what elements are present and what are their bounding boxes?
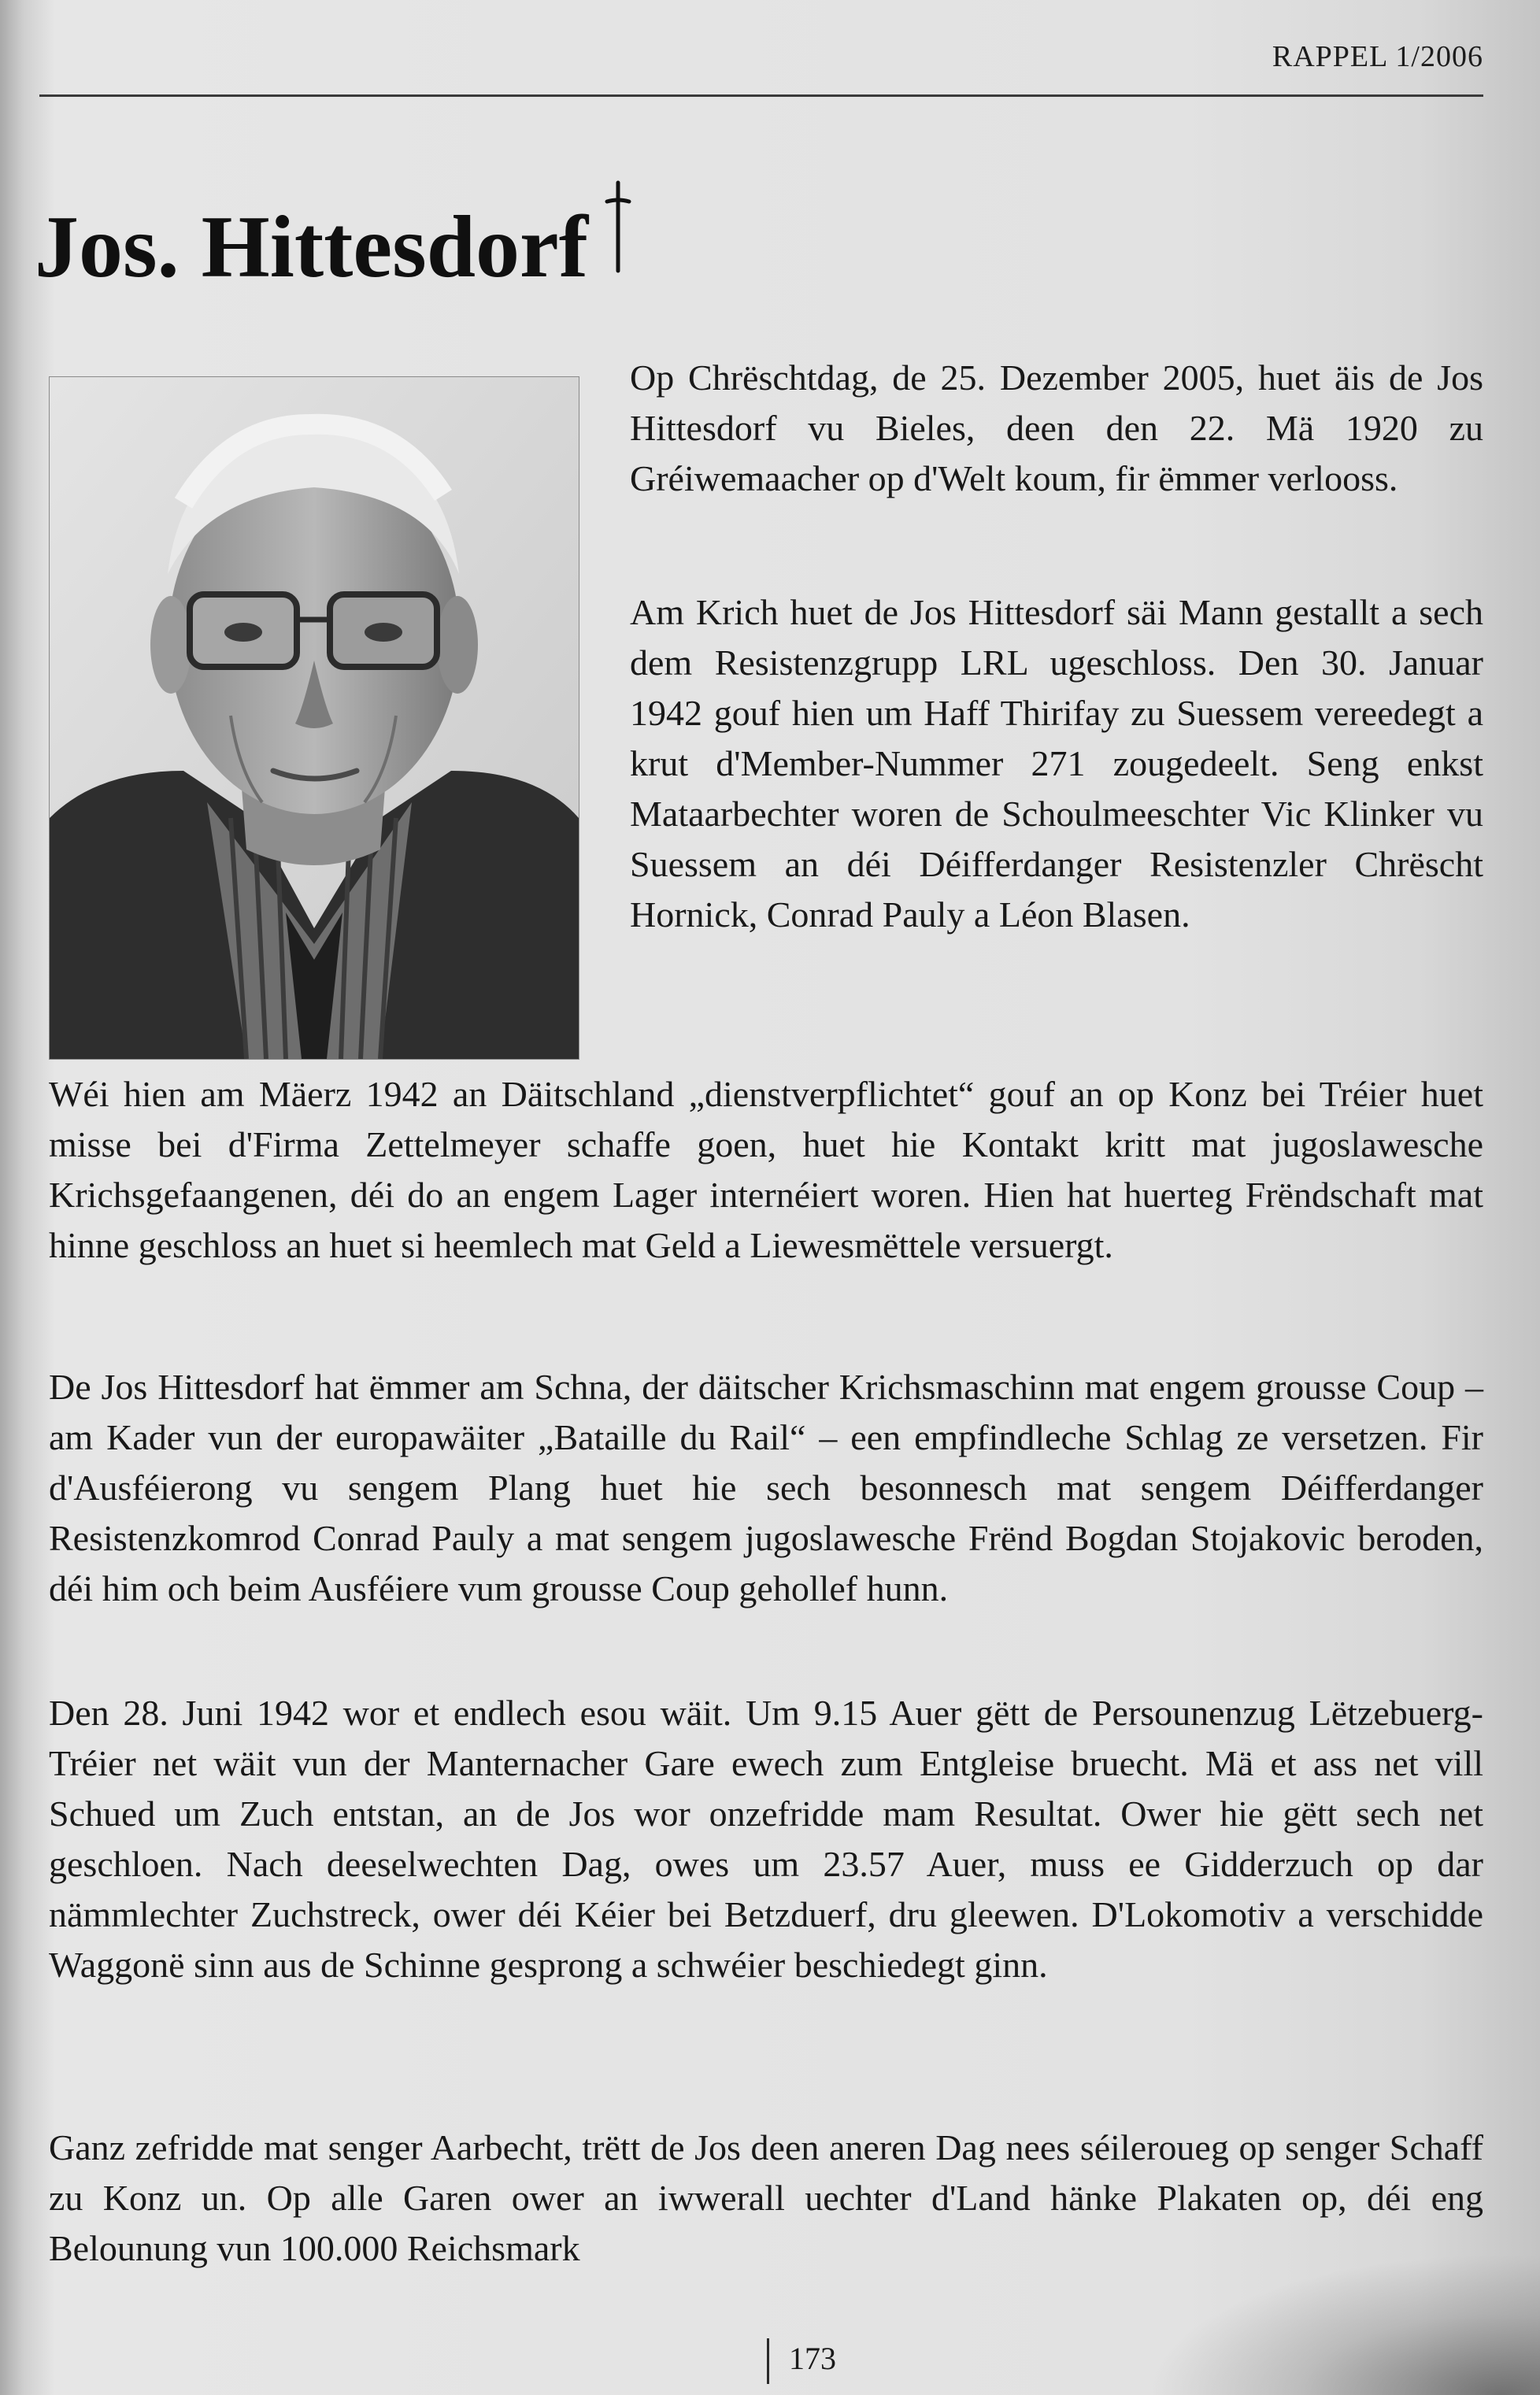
article-title: Jos. Hittesdorf	[35, 198, 589, 296]
article-paragraph: Ganz zefridde mat senger Aarbecht, trëtt de Jos deen aneren Dag nees séileroueg op senger Schaff zu Konz un. Op alle Garen ower an iwwerall uechter d'Land hänke Plakaten op, déi eng Belounung vun 100.000 Reichsmark	[49, 2127, 1483, 2268]
article-paragraph: Den 28. Juni 1942 wor et endlech esou wäit. Um 9.15 Auer gëtt de Persounenzug Lëtzebuerg-Tréier net wäit vun der Manternacher Gare ewech zum Entgleise bruecht. Mä et ass net vill Schued um Zuch entstan, an de Jos wor onzefridde mam Resultat. Ower hie gëtt sech net geschloen. Nach deeselwechten Dag, owes um 23.57 Auer, muss ee Gidderzuch op dar nämmlechter Zuchstreck, ower déi Kéier bei Betzduerf, dru gleewen. D'Lokomotiv a verschidde Waggonë sinn aus de Schinne gesprong a schwéier beschiedegt ginn.	[49, 1693, 1483, 1985]
article-paragraph: Op Chrëschtdag, de 25. Dezember 2005, huet äis de Jos Hittesdorf vu Bieles, deen den 22. Mä 1920 zu Gréiwemaacher op d'Welt koum, fir ëmmer verlooss.	[630, 357, 1483, 498]
title-block	[35, 180, 635, 296]
cross-icon	[601, 180, 635, 274]
page-edge-shadow	[1146, 2253, 1540, 2395]
footer-rule	[767, 2338, 769, 2384]
running-header: RAPPEL 1/2006	[1272, 40, 1483, 73]
article-paragraph: De Jos Hittesdorf hat ëmmer am Schna, der däitscher Krichsmaschinn mat engem grousse Coup – am Kader vun der europawäiter „Bataille du Rail“ – een empfindleche Schlag ze versetzen. Fir d'Ausféierong vu sengem Plang huet hie sech besonnesch mat sengem Déifferdanger Resistenzkomrod Conrad Pauly a mat sengem jugoslawesche Frënd Bogdan Stojakovic beroden, déi him och beim Ausféiere vum grousse Coup gehollef hunn.	[49, 1367, 1483, 1608]
article-paragraph: Wéi hien am Mäerz 1942 an Däitschland „dienstverpflichtet“ gouf an op Konz bei Tréier huet misse bei d'Firma Zettelmeyer schaffe goen, huet hie Kontakt kritt mat jugoslawesche Krichsgefaangenen, déi do an engem Lager internéiert woren. Hien hat huerteg Frëndschaft mat hinne geschloss an huet si heemlech mat Geld a Liewesmëttele versuergt.	[49, 1074, 1483, 1265]
portrait-photo	[49, 376, 579, 1060]
header-rule	[39, 94, 1483, 97]
article-paragraph: Am Krich huet de Jos Hittesdorf säi Mann gestallt a sech dem Resistenzgrupp LRL ugeschloss. Den 30. Januar 1942 gouf hien um Haff Thirifay zu Suessem vereedegt a krut d'Member-Nummer 271 zougedeelt. Seng enkst Mataarbechter woren de Schoulmeeschter Vic Klinker vu Suessem an déi Déifferdanger Resistenzler Chrëscht Hornick, Conrad Pauly a Léon Blasen.	[630, 592, 1483, 935]
page-number: 173	[789, 2341, 836, 2376]
